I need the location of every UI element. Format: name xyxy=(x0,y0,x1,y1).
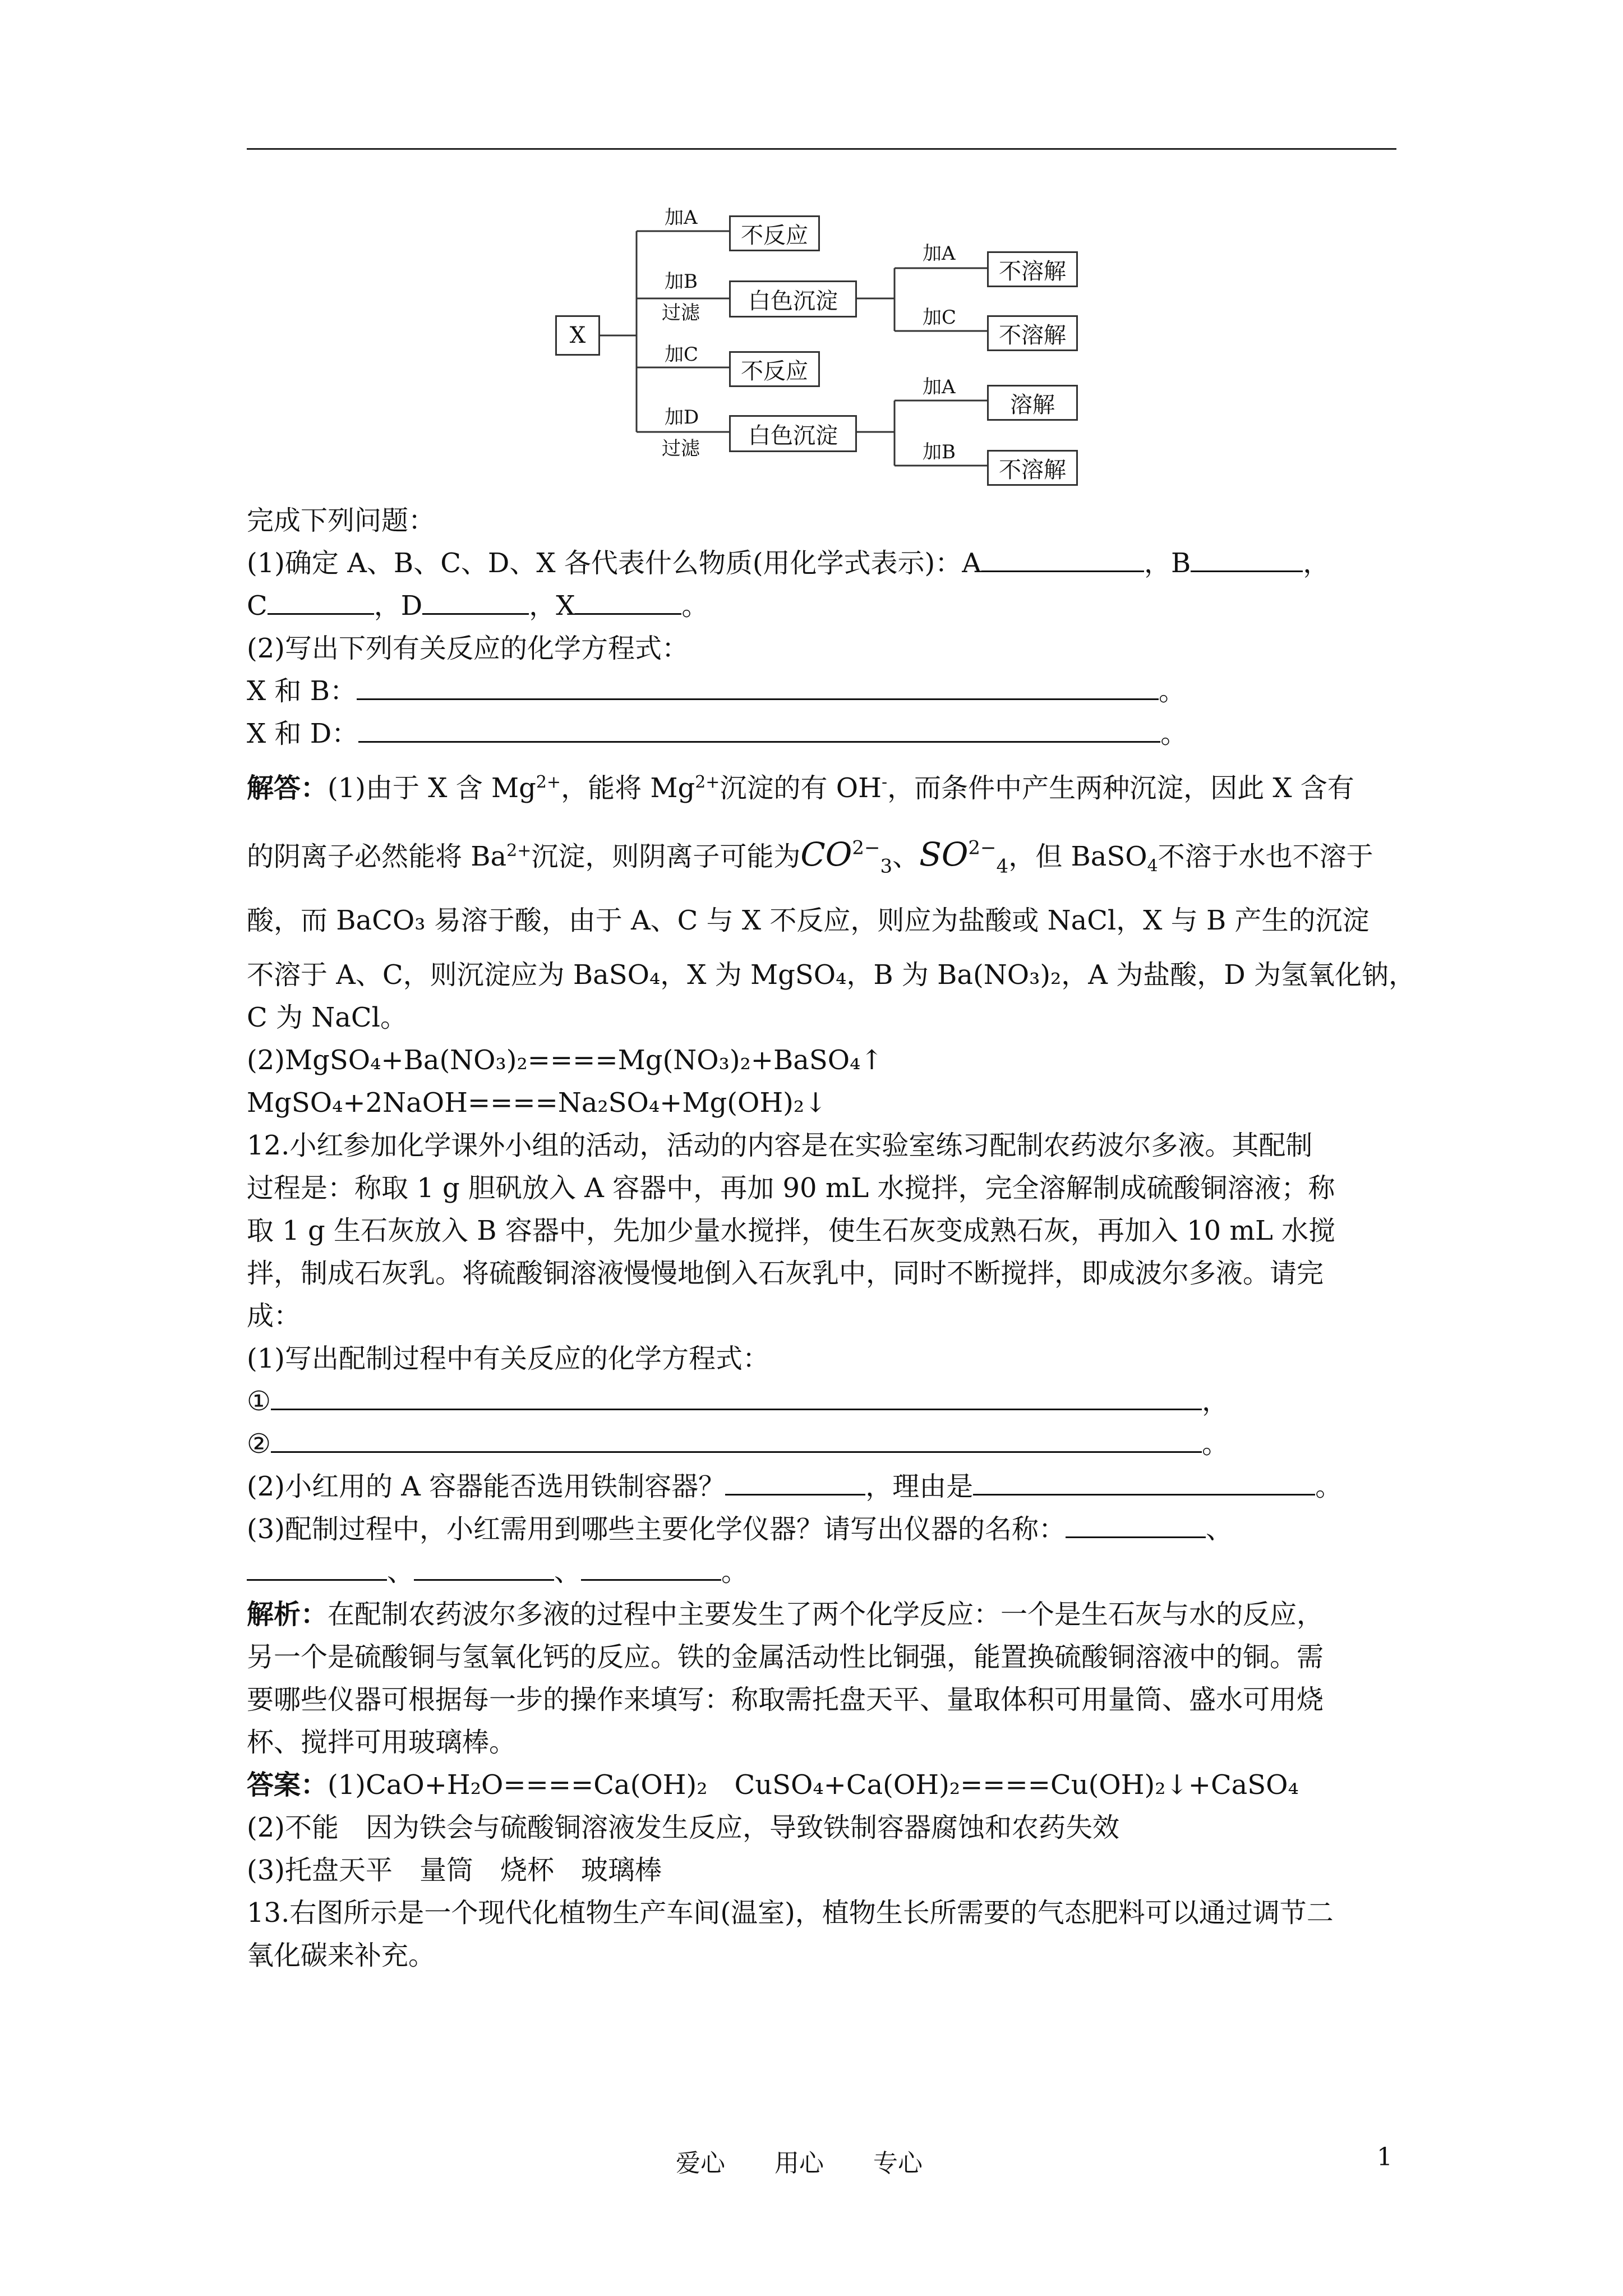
analysis-line-1: 解析：在配制农药波尔多液的过程中主要发生了两个化学反应：一个是生石灰与水的反应， xyxy=(247,1599,1324,1630)
carbonate-ion: $CO^{2-}_3$ xyxy=(800,835,893,878)
q12-sub-1: (1)写出配制过程中有关反应的化学方程式： xyxy=(247,1343,769,1374)
q12-line-1: 12.小红参加化学课外小组的活动，活动的内容是在实验室练习配制农药波尔多液。其配制 xyxy=(247,1130,1313,1161)
key-answer-1: 答案：(1)CaO+H₂O====Ca(OH)₂ CuSO₄+Ca(OH)₂====Cu(OH)₂↓+CaSO₄ xyxy=(247,1769,1299,1801)
sulfate-ion: $SO^{2-}_4$ xyxy=(919,835,1009,878)
q13-line-1: 13.右图所示是一个现代化植物生产车间(温室)，植物生长所需要的气态肥料可以通过调节二 xyxy=(247,1897,1334,1929)
q12-sub-3-cont: 、 、 。 xyxy=(247,1550,1402,1593)
question-1-line-1: (1)确定 A、B、C、D、X 各代表什么物质(用化学式表示)：A ，B ， xyxy=(247,542,1402,585)
sub-reagent: 加C xyxy=(923,306,957,329)
answer-blank-instrument-3[interactable] xyxy=(414,1551,554,1581)
key-answer-3: (3)托盘天平 量筒 烧杯 玻璃棒 xyxy=(247,1855,662,1886)
branch-reagent: 加A xyxy=(665,206,698,229)
answer-blank-c[interactable] xyxy=(268,585,374,615)
sub-result-box: 不溶解 xyxy=(987,251,1078,287)
branch-result-box: 白色沉淀 xyxy=(729,280,857,318)
analysis-line-2: 另一个是硫酸铜与氢氧化钙的反应。铁的金属活动性比铜强，能置换硫酸铜溶液中的铜。需 xyxy=(247,1641,1324,1673)
answer-blank-xb[interactable] xyxy=(357,670,1159,700)
q12-blank-1: ① ， xyxy=(247,1380,1402,1423)
answer-blank-reason[interactable] xyxy=(973,1466,1315,1496)
analysis-line-4: 杯、搅拌可用玻璃棒。 xyxy=(247,1727,517,1758)
x-box: X xyxy=(555,315,600,356)
branch-reagent: 加B xyxy=(665,270,698,293)
answer-blank-b[interactable] xyxy=(1191,542,1303,572)
branch-reagent: 加D xyxy=(665,406,699,429)
page-number: 1 xyxy=(1377,2143,1393,2171)
sub-result-box: 不溶解 xyxy=(987,450,1078,486)
sub-reagent: 加A xyxy=(923,376,956,398)
q12-line-5: 成： xyxy=(247,1300,301,1332)
answer-blank-a[interactable] xyxy=(981,542,1144,572)
footer-motto: 爱心 用心 专心 xyxy=(676,2149,923,2178)
answer-blank-instrument-2[interactable] xyxy=(247,1551,387,1581)
q12-sub-2: (2)小红用的 A 容器能否选用铁制容器？ ，理由是 。 xyxy=(247,1465,1402,1508)
key-answer-2: (2)不能 因为铁会与硫酸铜溶液发生反应，导致铁制容器腐蚀和农药失效 xyxy=(247,1812,1119,1843)
answer-blank-xd[interactable] xyxy=(358,713,1160,743)
answer-line-5: C 为 NaCl。 xyxy=(247,1002,407,1033)
q12-sub-3: (3)配制过程中，小红需用到哪些主要化学仪器？请写出仪器的名称： 、 xyxy=(247,1508,1402,1550)
branch-result-box: 白色沉淀 xyxy=(729,415,857,452)
answer-blank-eq2[interactable] xyxy=(271,1423,1202,1453)
answer-blank-d[interactable] xyxy=(422,585,529,615)
sub-result-box: 溶解 xyxy=(987,385,1078,421)
q12-line-3: 取 1 g 生石灰放入 B 容器中，先加少量水搅拌，使生石灰变成熟石灰，再加入 10 mL 水搅 xyxy=(247,1215,1336,1246)
branch-result-box: 不反应 xyxy=(729,351,820,387)
equation-x-b-prompt: X 和 B： 。 xyxy=(247,670,1402,712)
q12-line-4: 拌，制成石灰乳。将硫酸铜溶液慢慢地倒入石灰乳中，同时不断搅拌，即成波尔多液。请完 xyxy=(247,1258,1324,1289)
q13-line-2: 氧化碳来补充。 xyxy=(247,1940,436,1971)
analysis-line-3: 要哪些仪器可根据每一步的操作来填写：称取需托盘天平、量取体积可用量筒、盛水可用烧 xyxy=(247,1684,1324,1715)
sub-reagent: 加B xyxy=(923,441,956,463)
equation-1: (2)MgSO₄+Ba(NO₃)₂====Mg(NO₃)₂+BaSO₄↑ xyxy=(247,1045,883,1076)
answer-line-1: 解答：(1)由于 X 含 $Mg^{2+}$，能将 $Mg^{2+}$沉淀的有 OH-，而条件中产生两种沉淀，因此 X 含有 xyxy=(247,772,1354,804)
answer-blank-instrument-1[interactable] xyxy=(1066,1508,1206,1538)
branch-note: 过滤 xyxy=(662,438,700,460)
q12-blank-2: ② 。 xyxy=(247,1423,1402,1465)
equation-2: MgSO₄+2NaOH====Na₂SO₄+Mg(OH)₂↓ xyxy=(247,1087,827,1119)
answer-blank-can-use-iron[interactable] xyxy=(725,1466,865,1496)
answer-line-3: 酸，而 BaCO₃ 易溶于酸，由于 A、C 与 X 不反应，则应为盐酸或 NaCl，X 与 B 产生的沉淀 xyxy=(247,905,1370,936)
sub-reagent: 加A xyxy=(923,242,956,265)
branch-reagent: 加C xyxy=(665,343,699,366)
branch-note: 过滤 xyxy=(662,302,700,324)
question-2: (2)写出下列有关反应的化学方程式： xyxy=(247,633,689,664)
answer-blank-x[interactable] xyxy=(575,585,681,615)
question-1-line-2: C ，D ，X 。 xyxy=(247,585,1402,627)
question-intro: 完成下列问题： xyxy=(247,505,436,536)
equation-x-d-prompt: X 和 D： 。 xyxy=(247,712,1402,755)
document-body xyxy=(247,499,1415,1977)
sub-result-box: 不溶解 xyxy=(987,315,1078,351)
branch-result-box: 不反应 xyxy=(729,215,820,251)
q12-line-2: 过程是：称取 1 g 胆矾放入 A 容器中，再加 90 mL 水搅拌，完全溶解制成硫酸铜溶液；称 xyxy=(247,1172,1335,1204)
answer-line-4: 不溶于 A、C，则沉淀应为 BaSO₄，X 为 MgSO₄，B 为 Ba(NO₃)₂，A 为盐酸，D 为氢氧化钠， xyxy=(247,959,1415,991)
answer-blank-eq1[interactable] xyxy=(271,1381,1202,1410)
answer-blank-instrument-4[interactable] xyxy=(581,1551,721,1581)
answer-line-2: 的阴离子必然能将 $Ba^{2+}$沉淀，则阴离子可能为$CO^{2-}_3$、$SO^{2-}_4$，但 BaSO$_4$不溶于水也不溶于 xyxy=(247,835,1373,878)
